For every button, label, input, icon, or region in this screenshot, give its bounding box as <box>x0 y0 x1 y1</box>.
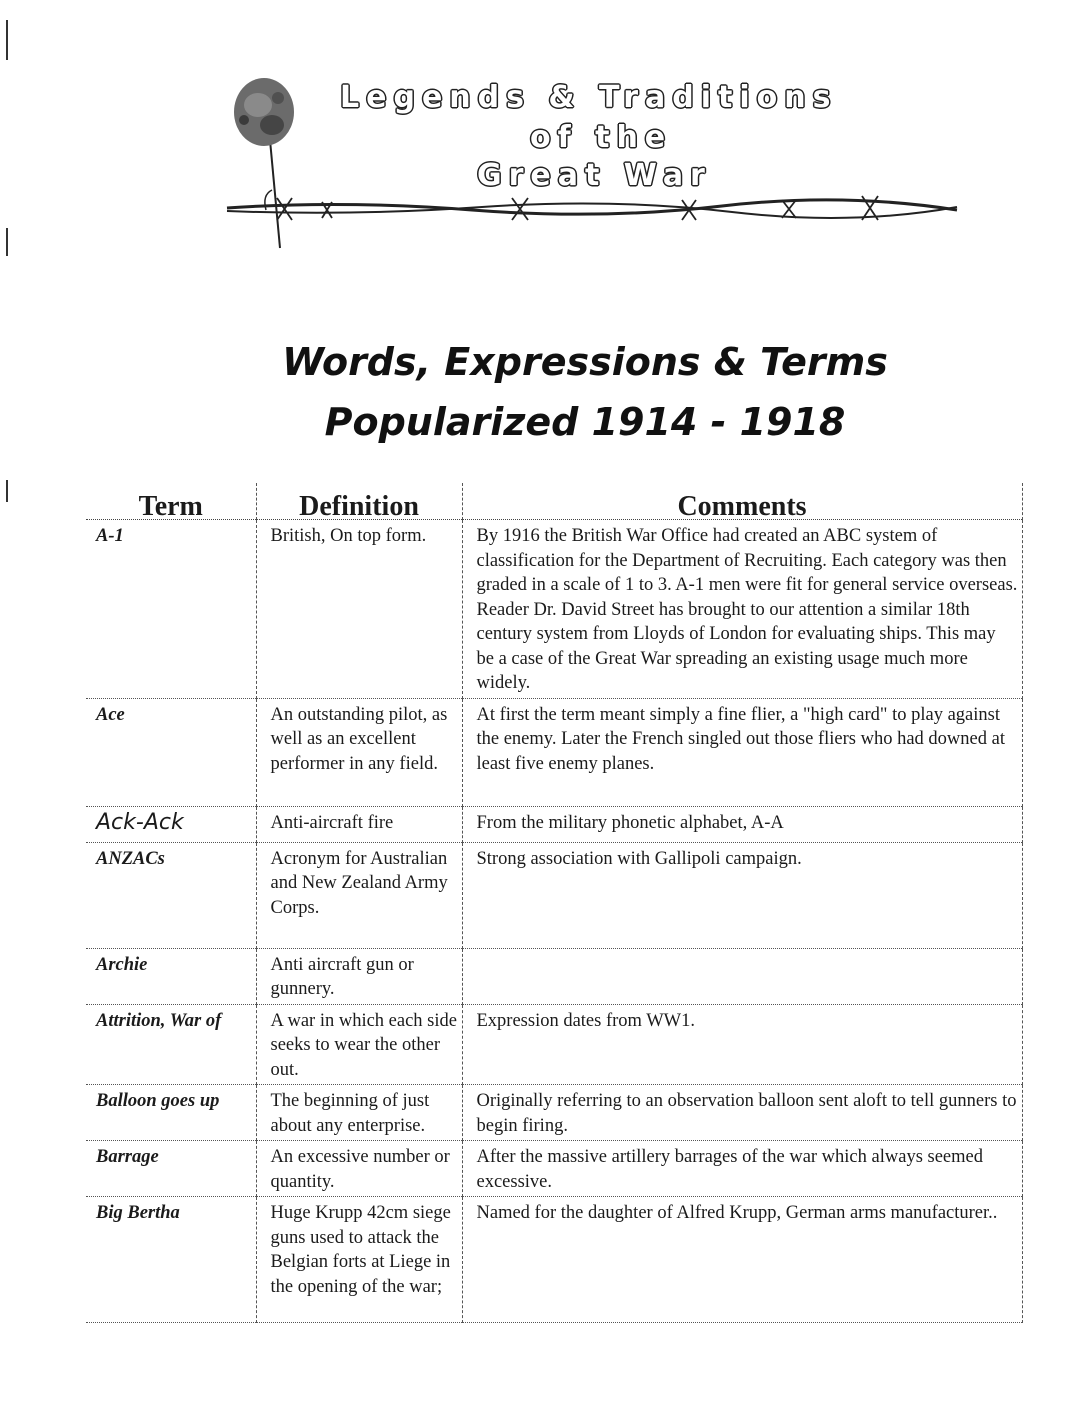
comments-cell: Expression dates from WW1. <box>462 1004 1022 1085</box>
term-cell: ANZACs <box>86 842 256 948</box>
term-cell: Ack-Ack <box>86 806 256 842</box>
column-header-term: Term <box>86 483 256 520</box>
poppy-icon <box>234 78 294 248</box>
glossary-table <box>86 483 1023 1323</box>
banner-line-1: Legends & Traditions <box>340 80 838 115</box>
comments-cell: After the massive artillery barrages of the war which always seemed excessive. <box>462 1141 1022 1197</box>
page-title-line-2: Popularized 1914 - 1918 <box>324 400 846 444</box>
term-cell: Big Bertha <box>86 1197 256 1323</box>
definition-cell: A war in which each side seeks to wear the other out. <box>256 1004 462 1085</box>
definition-cell: Huge Krupp 42cm siege guns used to attack the Belgian forts at Liege in the opening of the war; <box>256 1197 462 1323</box>
term-cell: A-1 <box>86 520 256 699</box>
table-row <box>86 1141 1022 1197</box>
definition-cell: Acronym for Australian and New Zealand Army Corps. <box>256 842 462 948</box>
table-row <box>86 1004 1022 1085</box>
table-row <box>86 520 1022 699</box>
column-header-comments: Comments <box>462 483 1022 520</box>
scan-edge-mark <box>6 228 8 256</box>
term-cell: Attrition, War of <box>86 1004 256 1085</box>
table-row <box>86 1197 1022 1323</box>
table-row <box>86 1085 1022 1141</box>
banner-line-3: Great War <box>477 158 712 193</box>
table-row <box>86 948 1022 1004</box>
banner <box>222 70 962 260</box>
definition-cell: An excessive number or quantity. <box>256 1141 462 1197</box>
comments-cell <box>462 948 1022 1004</box>
term-cell: Archie <box>86 948 256 1004</box>
comments-cell: Strong association with Gallipoli campaign. <box>462 842 1022 948</box>
comments-cell: Named for the daughter of Alfred Krupp, German arms manufacturer.. <box>462 1197 1022 1323</box>
table-row <box>86 698 1022 806</box>
comments-cell: At first the term meant simply a fine flier, a "high card" to play against the enemy. Later the French singled out those fliers who had downed at least five enemy planes. <box>462 698 1022 806</box>
definition-cell: British, On top form. <box>256 520 462 699</box>
column-header-definition: Definition <box>256 483 462 520</box>
table-header-row <box>86 483 1022 520</box>
table-row <box>86 806 1022 842</box>
scan-edge-mark <box>6 20 8 60</box>
barbed-wire-icon <box>227 196 957 220</box>
definition-cell: Anti aircraft gun or gunnery. <box>256 948 462 1004</box>
term-cell: Balloon goes up <box>86 1085 256 1141</box>
table-row <box>86 842 1022 948</box>
term-cell: Barrage <box>86 1141 256 1197</box>
banner-line-2: of the <box>530 120 673 155</box>
definition-cell: Anti-aircraft fire <box>256 806 462 842</box>
definition-cell: An outstanding pilot, as well as an excellent performer in any field. <box>256 698 462 806</box>
comments-cell: By 1916 the British War Office had created an ABC system of classification for the Department of Recruiting. Each category was then graded in a scale of 1 to 3. A-1 men were fit for general service overseas. Reader Dr. David Street has brought to our attention a similar 18th century system from Lloyds of London for evaluating ships. This may be a case of the Great War spreading an existing usage much more widely. <box>462 520 1022 699</box>
term-cell: Ace <box>86 698 256 806</box>
page-title-line-1: Words, Expressions & Terms <box>282 340 888 384</box>
definition-cell: The beginning of just about any enterprise. <box>256 1085 462 1141</box>
scan-edge-mark <box>6 480 8 502</box>
comments-cell: Originally referring to an observation balloon sent aloft to tell gunners to begin firing. <box>462 1085 1022 1141</box>
page-title <box>200 332 970 452</box>
comments-cell: From the military phonetic alphabet, A-A <box>462 806 1022 842</box>
